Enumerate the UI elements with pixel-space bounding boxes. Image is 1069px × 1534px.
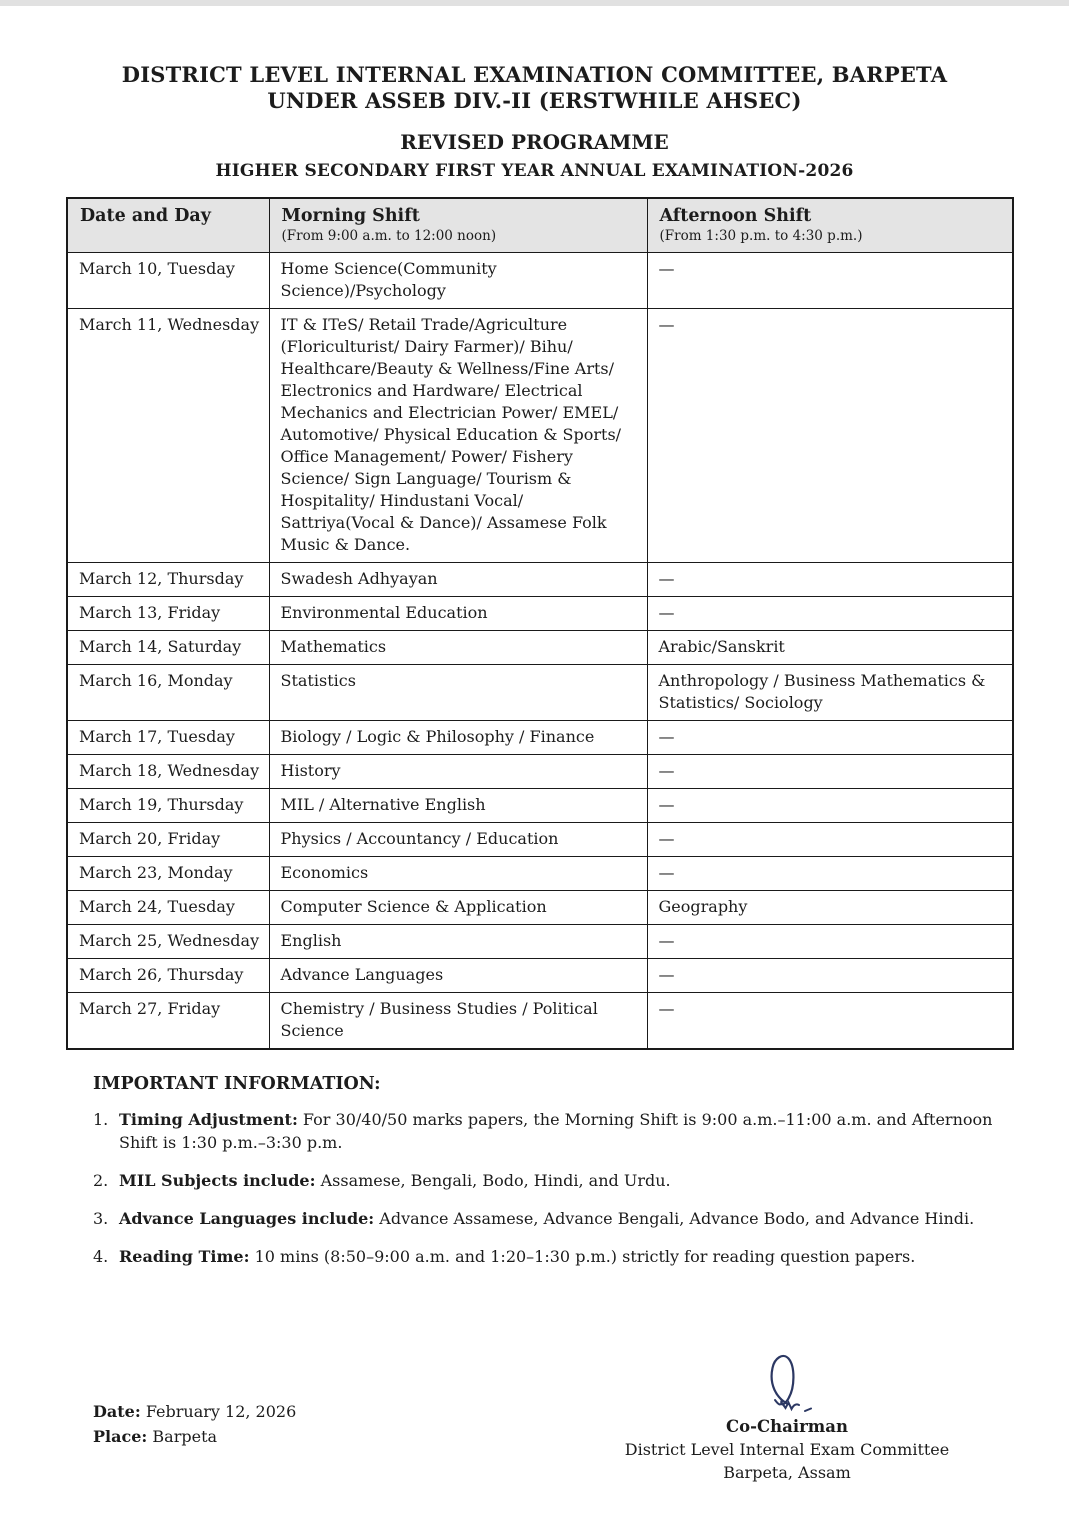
morning-shift-time: (From 9:00 a.m. to 12:00 noon) [281,228,497,244]
info-item-body [119,1108,1013,1154]
afternoon-cell: Arabic/Sanskrit [647,631,1013,665]
info-item-label: Timing Adjustment: [119,1110,298,1129]
date-cell: March 17, Tuesday [67,721,269,755]
info-item [93,1245,1013,1268]
morning-cell: Computer Science & Application [269,891,647,925]
morning-cell: Environmental Education [269,597,647,631]
document-header [0,0,1069,181]
table-row [67,721,1013,755]
exam-schedule-table [66,197,1014,1050]
morning-cell: Advance Languages [269,959,647,993]
afternoon-cell: — [647,755,1013,789]
table-header [67,198,1013,253]
morning-cell: Physics / Accountancy / Education [269,823,647,857]
date-cell: March 11, Wednesday [67,309,269,563]
afternoon-cell: — [647,959,1013,993]
place-label: Place: [93,1427,148,1446]
afternoon-shift-label: Afternoon Shift [659,206,812,226]
date-cell: March 16, Monday [67,665,269,721]
date-cell: March 19, Thursday [67,789,269,823]
date-cell: March 25, Wednesday [67,925,269,959]
info-item-text: 10 mins (8:50–9:00 a.m. and 1:20–1:30 p.m.) strictly for reading question papers. [249,1247,916,1266]
table-row [67,823,1013,857]
table-row [67,755,1013,789]
table-row [67,563,1013,597]
info-item [93,1169,1013,1192]
programme-title: REVISED PROGRAMME [400,130,669,154]
table-row [67,597,1013,631]
info-item-body [119,1245,1013,1268]
info-item-number: 1. [93,1110,109,1129]
info-item-number: 2. [93,1171,109,1190]
afternoon-cell: — [647,597,1013,631]
info-item-number: 3. [93,1209,109,1228]
table-row [67,891,1013,925]
date-cell: March 12, Thursday [67,563,269,597]
info-item [93,1207,1013,1230]
signature-icon [592,1348,982,1412]
morning-cell: Economics [269,857,647,891]
important-information-list [93,1108,1013,1268]
table-row [67,253,1013,309]
morning-cell: Chemistry / Business Studies / Political Science [269,993,647,1050]
signature-block [592,1348,982,1484]
footer-date-line [93,1399,296,1424]
afternoon-shift-time: (From 1:30 p.m. to 4:30 p.m.) [659,228,863,244]
exam-title: HIGHER SECONDARY FIRST YEAR ANNUAL EXAMINATION-2026 [215,161,854,181]
table-header-row [67,198,1013,253]
date-cell: March 20, Friday [67,823,269,857]
info-item-number: 4. [93,1247,109,1266]
date-label: Date: [93,1402,141,1421]
date-cell: March 18, Wednesday [67,755,269,789]
morning-cell: Swadesh Adhyayan [269,563,647,597]
morning-shift-label: Morning Shift [281,206,420,226]
afternoon-cell: — [647,253,1013,309]
afternoon-cell: — [647,789,1013,823]
afternoon-cell: — [647,857,1013,891]
info-item-text: Advance Assamese, Advance Bengali, Advance Bodo, and Advance Hindi. [374,1209,975,1228]
table-row [67,857,1013,891]
top-strip [0,0,1069,6]
important-information-heading: IMPORTANT INFORMATION: [93,1074,381,1094]
info-item-label: Advance Languages include: [119,1209,375,1228]
table-row [67,959,1013,993]
afternoon-cell: — [647,823,1013,857]
committee-title-line1: DISTRICT LEVEL INTERNAL EXAMINATION COMMITTEE, BARPETA [121,62,948,87]
afternoon-cell: Geography [647,891,1013,925]
table-row [67,309,1013,563]
afternoon-cell: — [647,563,1013,597]
info-item-body [119,1207,1013,1230]
info-item [93,1108,1013,1154]
date-cell: March 23, Monday [67,857,269,891]
morning-cell: Home Science(Community Science)/Psychology [269,253,647,309]
date-cell: March 27, Friday [67,993,269,1050]
table-row [67,631,1013,665]
morning-cell: History [269,755,647,789]
morning-cell: MIL / Alternative English [269,789,647,823]
afternoon-cell: — [647,925,1013,959]
date-cell: March 13, Friday [67,597,269,631]
signatory-title: Co-Chairman [726,1417,848,1436]
important-information-section [93,1074,1013,1268]
table-row [67,665,1013,721]
footer-date-place [93,1399,296,1449]
info-item-text: For 30/40/50 marks papers, the Morning Shift is 9:00 a.m.–11:00 a.m. and Afternoon Shift is 1:30 p.m.–3:30 p.m. [119,1110,993,1152]
morning-cell: Statistics [269,665,647,721]
date-cell: March 26, Thursday [67,959,269,993]
info-item-label: MIL Subjects include: [119,1171,316,1190]
place-value: Barpeta [152,1427,218,1446]
footer-place-line [93,1424,296,1449]
morning-cell: Mathematics [269,631,647,665]
header-morning-shift [269,198,647,253]
afternoon-cell: Anthropology / Business Mathematics & Statistics/ Sociology [647,665,1013,721]
header-afternoon-shift [647,198,1013,253]
table-row [67,789,1013,823]
info-item-text: Assamese, Bengali, Bodo, Hindi, and Urdu. [315,1171,671,1190]
info-item-label: Reading Time: [119,1247,250,1266]
morning-cell: English [269,925,647,959]
date-cell: March 24, Tuesday [67,891,269,925]
signatory-organization: District Level Internal Exam Committee [624,1440,950,1459]
date-value: February 12, 2026 [145,1402,297,1421]
signatory-location: Barpeta, Assam [723,1463,851,1482]
header-date-and-day: Date and Day [67,198,269,253]
table-row [67,993,1013,1050]
morning-cell: IT & ITeS/ Retail Trade/Agriculture (Floriculturist/ Dairy Farmer)/ Bihu/ Healthcare/Beauty & Wellness/Fine Arts/ Electronics and Hardware/ Electrical Mechanics and Electrician Power/ EMEL/ Automotive/ Physical Education & Sports/ Office Management/ Power/ Fishery Science/ Sign Language/ Tourism & Hospitality/ Hindustani Vocal/ Sattriya(Vocal & Dance)/ Assamese Folk Music & Dance. [269,309,647,563]
morning-cell: Biology / Logic & Philosophy / Finance [269,721,647,755]
date-cell: March 10, Tuesday [67,253,269,309]
table-row [67,925,1013,959]
afternoon-cell: — [647,993,1013,1050]
afternoon-cell: — [647,309,1013,563]
info-item-body [119,1169,1013,1192]
committee-title [0,62,1069,114]
committee-title-line2: UNDER ASSEB DIV.-II (ERSTWHILE AHSEC) [267,88,802,113]
afternoon-cell: — [647,721,1013,755]
exam-table-body [67,253,1013,1050]
date-cell: March 14, Saturday [67,631,269,665]
